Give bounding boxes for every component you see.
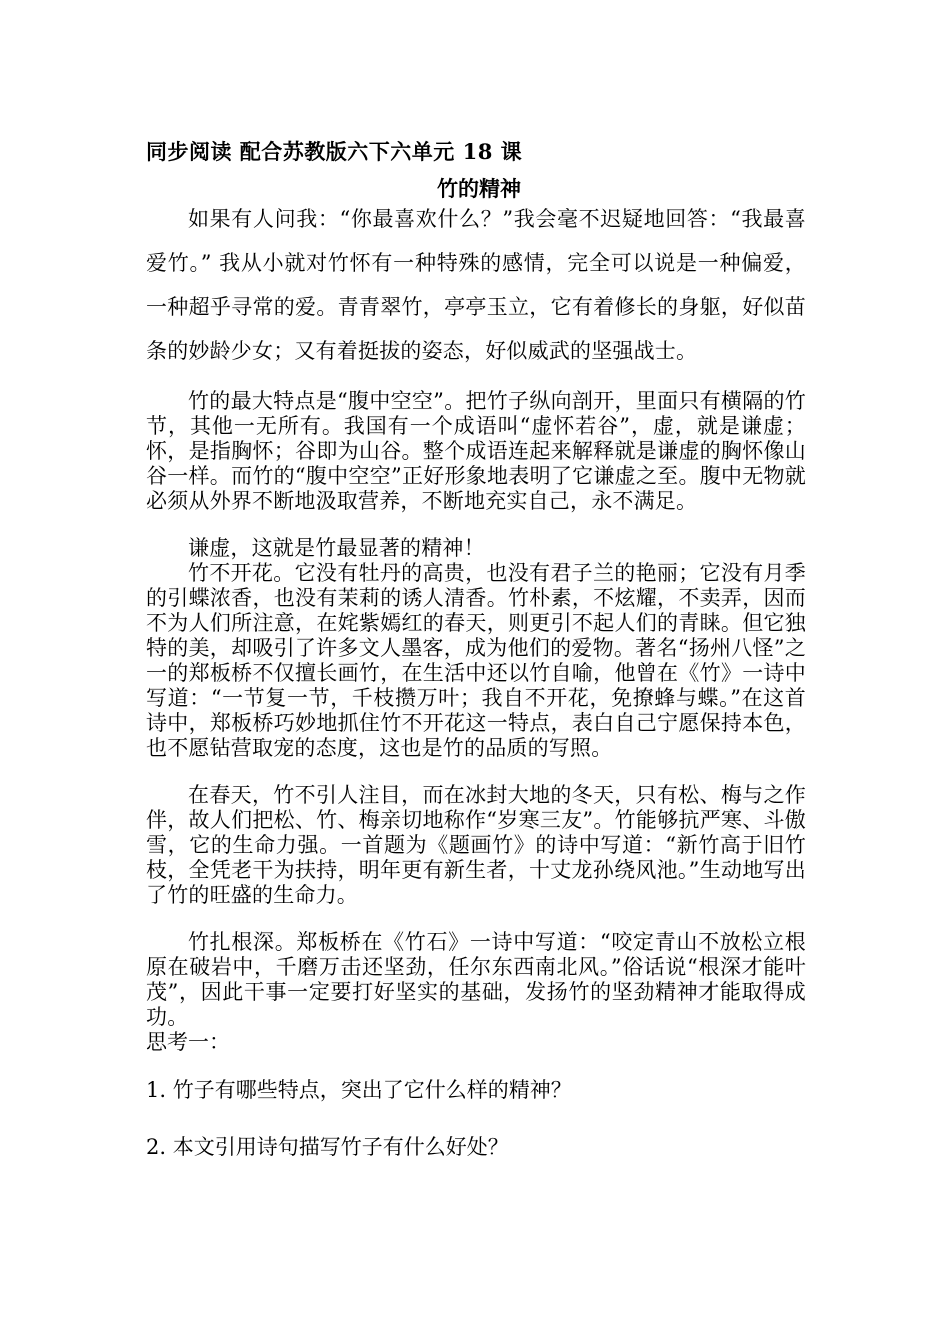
article-title: 竹的精神 (437, 176, 521, 201)
question-1: 1. 竹子有哪些特点，突出了它什么样的精神？ (146, 1078, 572, 1102)
paragraph-6: 竹扎根深。郑板桥在《竹石》一诗中写道：“咬定青山不放松立根原在破岩中，千磨万击还坚劲，任尔东西南北风。”俗话说“根深才能叶茂”，因此干事一定要打好坚实的基础，发扬竹的坚劲精神才能取得成功。 (146, 930, 806, 1029)
article-body (146, 197, 806, 1160)
paragraph-3: 谦虚，这就是竹最显著的精神！ (188, 536, 485, 560)
questions-label: 思考一： (146, 1030, 230, 1054)
question-2: 2. 本文引用诗句描写竹子有什么好处？ (146, 1135, 509, 1159)
paragraph-5: 在春天，竹不引人注目，而在冰封大地的冬天，只有松、梅与之作伴，故人们把松、竹、梅亲切地称作“岁寒三友”。竹能够抗严寒、斗傲雪，它的生命力强。一首题为《题画竹》的诗中写道：“新竹高于旧竹枝，全凭老干为扶持，明年更有新生者，十丈龙孙绕风池。”生动地写出了竹的旺盛的生命力。 (146, 783, 806, 907)
paragraph-1: 如果有人问我：“你最喜欢什么？”我会毫不迟疑地回答：“我最喜爱竹。” 我从小就对竹怀有一种特殊的感情，完全可以说是一种偏爱，一种超乎寻常的爱。青青翠竹，亭亭玉立，它有着修长的身躯，好似苗条的妙龄少女；又有着挺拔的姿态，好似威武的坚强战士。 (146, 207, 806, 363)
paragraph-4: 竹不开花。它没有牡丹的高贵，也没有君子兰的艳丽；它没有月季的引蝶浓香，也没有茉莉的诱人清香。竹朴素，不炫耀，不卖弄，因而不为人们所注意，在姹紫嫣红的春天，则更引不起人们的青睐。但它独特的美，却吸引了许多文人墨客，成为他们的爱物。著名“扬州八怪”之一的郑板桥不仅擅长画竹，在生活中还以竹自喻，他曾在《竹》一诗中写道：“一节复一节，千枝攒万叶；我自不开花，免撩蜂与蝶。”在这首诗中，郑板桥巧妙地抓住竹不开花这一特点，表白自己宁愿保持本色，也不愿钻营取宠的态度，这也是竹的品质的写照。 (146, 561, 806, 760)
paragraph-2: 竹的最大特点是“腹中空空”。把竹子纵向剖开，里面只有横隔的竹节，其他一无所有。我国有一个成语叫“虚怀若谷”，虚，就是谦虚；怀，是指胸怀；谷即为山谷。整个成语连起来解释就是谦虚的胸怀像山谷一样。而竹的“腹中空空”正好形象地表明了它谦虚之至。腹中无物就必须从外界不断地汲取营养，不断地充实自己，永不满足。 (146, 389, 806, 513)
lesson-header: 同步阅读 配合苏教版六下六单元 18 课 (146, 139, 523, 164)
